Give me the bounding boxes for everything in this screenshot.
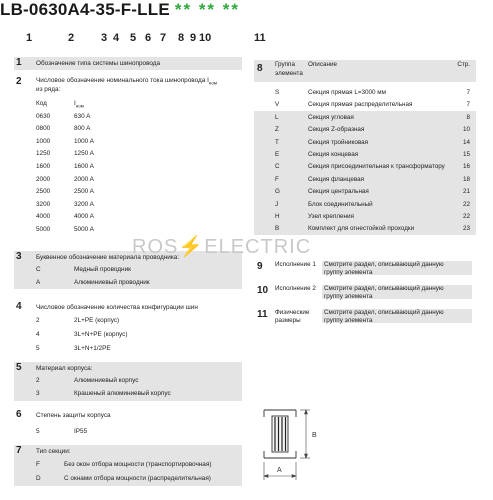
table-row: 2500 2500 A bbox=[36, 188, 94, 196]
product-code-title bbox=[0, 0, 493, 20]
table-row: C Медный проводник bbox=[14, 264, 242, 277]
position-number-4: 4 bbox=[113, 32, 120, 44]
code-placeholder-stars: ** ** ** bbox=[174, 0, 240, 19]
table-row: G Секция центральная 21 bbox=[254, 185, 476, 197]
section-2 bbox=[14, 76, 242, 237]
option-11 bbox=[254, 306, 476, 326]
section-6-header bbox=[14, 409, 242, 422]
position-number-7: 7 bbox=[160, 32, 167, 44]
table-row: Z Секция Z-образная 10 bbox=[254, 123, 476, 135]
option-10 bbox=[254, 282, 476, 302]
housing-profile bbox=[264, 410, 296, 458]
section-5 bbox=[14, 362, 242, 401]
col-page-header: Стр. bbox=[457, 61, 470, 68]
section-title: Числовое обозначение номинального тока шинопровода $I_{ном}$ из ряда: bbox=[36, 77, 217, 94]
table-row: 2000 2000 A bbox=[36, 175, 94, 183]
section-4-header bbox=[14, 301, 242, 314]
section-7 bbox=[14, 445, 242, 486]
table-row: 0800 800 A bbox=[36, 125, 91, 133]
option-label: Исполнение 1 bbox=[275, 261, 316, 268]
section-1-header bbox=[14, 57, 242, 70]
position-number-2: 2 bbox=[68, 32, 75, 44]
table-row: 3200 3200 A bbox=[36, 200, 94, 208]
col-description-header: Описание bbox=[308, 61, 337, 68]
col-group-header: Группа элемента bbox=[275, 61, 303, 77]
table-row: J Блок соединительный 22 bbox=[254, 198, 476, 210]
table-row: H Узел крепления 22 bbox=[254, 210, 476, 222]
section-number: 3 bbox=[16, 251, 22, 262]
option-value: Смотрите раздел, описывающий данную группу элемента bbox=[322, 309, 472, 323]
table-row: T Секция тройниковая 14 bbox=[254, 136, 476, 148]
section-number: 10 bbox=[257, 285, 269, 296]
position-number-3: 3 bbox=[101, 32, 108, 44]
dimension-b bbox=[300, 410, 310, 458]
section-8-table bbox=[254, 60, 476, 235]
table-row: A Алюминиевый проводник bbox=[14, 277, 242, 290]
option-value: Смотрите раздел, описывающий данную группу элемента bbox=[322, 261, 472, 275]
section-number: 4 bbox=[16, 301, 22, 312]
section-5-header bbox=[14, 362, 242, 375]
busbar-cross-section-diagram bbox=[250, 400, 330, 492]
position-number-11: 11 bbox=[254, 32, 266, 44]
table-row: 2 Алюминиевый корпус bbox=[14, 375, 242, 388]
table-row: S Секция прямая L=3000 мм 7 bbox=[275, 89, 470, 96]
section-title: Числовое обозначение количества конфигурации шин bbox=[36, 303, 198, 311]
option-label: Исполнение 2 bbox=[275, 285, 316, 292]
current-table-header bbox=[14, 98, 242, 111]
watermark: ROS⚡ELECTRIC bbox=[132, 236, 312, 258]
section-number: 7 bbox=[16, 445, 22, 456]
table-row: 1000 1000 A bbox=[36, 137, 94, 145]
section-number: 2 bbox=[16, 76, 22, 87]
dimension-a-label: A bbox=[277, 467, 282, 474]
section-number: 5 bbox=[16, 362, 22, 373]
table-row: D С окнами отбора мощности (распределительная) bbox=[14, 472, 242, 486]
table-row: C Секция присоединительная к трансформатору 16 bbox=[254, 160, 476, 172]
option-label: Физические размеры bbox=[275, 309, 310, 325]
table-row: 3 Крашеный алюминиевый корпус bbox=[14, 388, 242, 401]
section-number: 11 bbox=[257, 309, 268, 320]
option-value: Смотрите раздел, описывающий данную группу элемента bbox=[322, 285, 472, 299]
table-row: F Без окон отбора мощности (транспортировочная) bbox=[14, 458, 242, 472]
table-row: 1250 1250 A bbox=[36, 150, 94, 158]
position-number-10: 10 bbox=[199, 32, 212, 44]
section-title: Обозначение типа системы шинопровода bbox=[36, 59, 161, 67]
section-number: 1 bbox=[16, 57, 22, 68]
table-row: 5 3L+N+1/2PE bbox=[36, 345, 111, 352]
section-number: 8 bbox=[257, 63, 263, 74]
table-row: L Секция угловая 8 bbox=[254, 111, 476, 123]
position-number-8: 8 bbox=[178, 32, 185, 44]
section-number: 6 bbox=[16, 409, 22, 420]
position-number-5: 5 bbox=[130, 32, 137, 44]
position-number-1: 1 bbox=[26, 32, 33, 44]
product-code: LB-0630A4-35-F-LLE bbox=[0, 0, 170, 19]
section-1 bbox=[14, 57, 242, 70]
col-code-header: Код bbox=[36, 100, 47, 107]
section-7-header bbox=[14, 445, 242, 458]
col-inom-header: $I_{ном}$ bbox=[74, 100, 84, 109]
table-row: 2 2L+PE (корпус) bbox=[36, 317, 120, 324]
table-row: 5000 5000 A bbox=[36, 225, 94, 233]
section-title: Степень защиты корпуса bbox=[36, 411, 111, 419]
position-number-6: 6 bbox=[145, 32, 152, 44]
table-row: 4 3L+N+PE (корпус) bbox=[36, 331, 128, 338]
section-title: Материал корпуса: bbox=[36, 364, 93, 372]
section-number: 9 bbox=[257, 261, 263, 272]
option-9 bbox=[254, 258, 476, 278]
section-4 bbox=[14, 301, 242, 356]
table-row: 5 IP55 bbox=[36, 428, 88, 435]
table-row: V Секция прямая распределительная 7 bbox=[275, 101, 470, 109]
table-row: F Секция фланцевая 18 bbox=[254, 173, 476, 185]
lightning-icon: ⚡ bbox=[178, 236, 205, 258]
section-2-header bbox=[14, 76, 242, 98]
section-title: Буквенное обозначение материала проводника: bbox=[36, 253, 180, 261]
section-title: Тип секции: bbox=[36, 447, 71, 455]
position-number-9: 9 bbox=[190, 32, 197, 44]
section-6 bbox=[14, 409, 242, 435]
table-row: 4000 4000 A bbox=[36, 213, 94, 221]
dimension-b-label: B bbox=[312, 432, 317, 439]
section-8-header bbox=[254, 60, 476, 82]
table-row: B Комплект для огнестойкой проходки 23 bbox=[254, 222, 476, 234]
table-row: E Секция концевая 15 bbox=[254, 148, 476, 160]
table-row: 1600 1600 A bbox=[36, 162, 94, 170]
table-row: 0630 630 A bbox=[36, 112, 91, 120]
